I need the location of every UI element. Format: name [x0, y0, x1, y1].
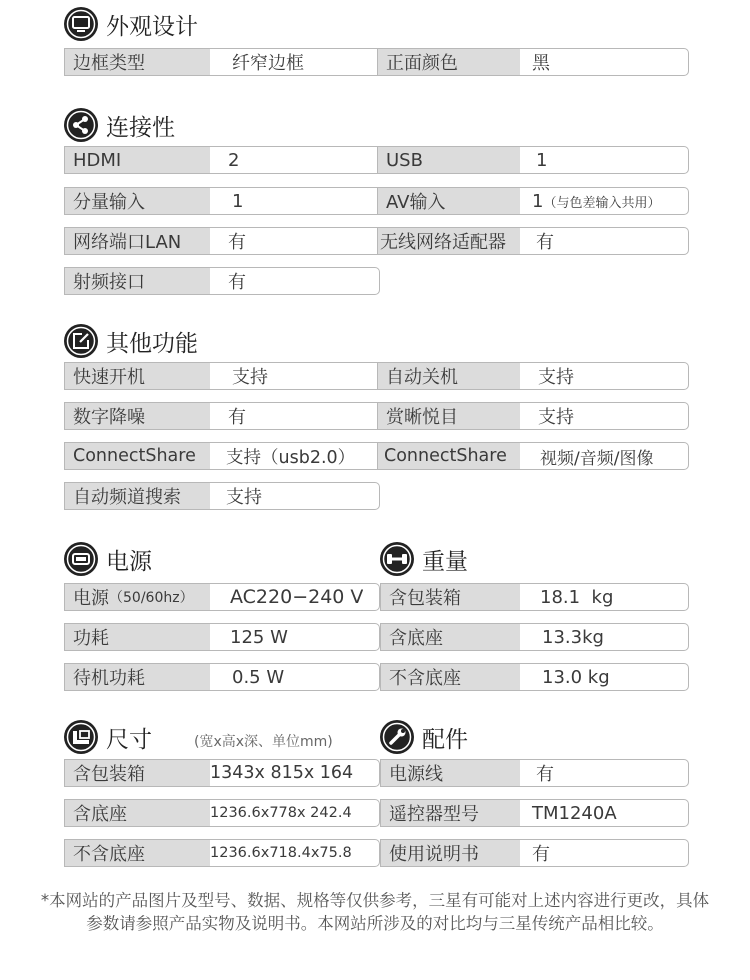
- wrench-icon: [380, 720, 414, 754]
- spec-row: [64, 663, 380, 691]
- section-header-power: [64, 542, 152, 576]
- section-note: (宽x高x深、单位mm): [194, 734, 333, 750]
- spec-label: 遥控器型号: [381, 800, 520, 826]
- spec-label: [65, 584, 210, 610]
- section-header-dimensions: [64, 720, 333, 754]
- spec-label: 赏晰悦目: [378, 403, 520, 429]
- spec-value: 纤窄边框: [210, 49, 378, 75]
- spec-value: 1: [210, 188, 378, 214]
- section-header-connectivity: [64, 108, 175, 142]
- section-header-appearance: [64, 7, 198, 41]
- spec-row: [380, 623, 689, 651]
- spec-label: 正面颜色: [378, 49, 520, 75]
- share-icon: [64, 108, 98, 142]
- spec-row: [64, 146, 689, 174]
- spec-label: HDMI: [65, 147, 210, 173]
- spec-value: [520, 188, 660, 214]
- spec-label: 网络端口LAN: [65, 228, 210, 254]
- spec-label: 含底座: [381, 624, 520, 650]
- spec-row: [64, 759, 380, 787]
- section-header-accessories: [380, 720, 468, 754]
- edit-box-icon: [64, 324, 98, 358]
- spec-row: [64, 48, 689, 76]
- spec-label: 自动关机: [378, 363, 520, 389]
- section-title: 重量: [422, 548, 468, 575]
- spec-row: [64, 799, 380, 827]
- section-title: 其他功能: [106, 330, 198, 357]
- spec-value: 视频/音频/图像: [540, 448, 654, 469]
- spec-value: 黑: [532, 53, 550, 74]
- spec-row: [380, 759, 689, 787]
- spec-value: 0.5 W: [232, 666, 285, 688]
- spec-value: 1343x 815x 164: [210, 763, 354, 783]
- spec-label: 含底座: [65, 800, 210, 826]
- spec-value: 有: [532, 844, 550, 865]
- spec-value: 支持（usb2.0）: [210, 443, 378, 469]
- section-title: 尺寸: [106, 726, 152, 753]
- spec-value: 有: [536, 232, 554, 253]
- spec-label-main: 电源: [73, 588, 109, 609]
- spec-label: 边框类型: [65, 49, 210, 75]
- spec-label: 含包装箱: [381, 584, 520, 610]
- spec-label: 含包装箱: [65, 760, 210, 786]
- section-title: 配件: [422, 726, 468, 753]
- spec-row: [380, 663, 689, 691]
- dumbbell-icon: [380, 542, 414, 576]
- spec-row: [64, 187, 689, 215]
- spec-label: ConnectShare: [378, 443, 520, 469]
- spec-label: 射频接口: [65, 268, 210, 294]
- spec-label: 不含底座: [381, 664, 520, 690]
- spec-row: [64, 402, 689, 430]
- section-title: 电源: [106, 548, 152, 575]
- spec-row: [64, 839, 380, 867]
- spec-value-note: （与色差输入共用）: [543, 195, 661, 211]
- spec-label: 待机功耗: [65, 664, 210, 690]
- spec-label: 使用说明书: [381, 840, 520, 866]
- spec-value: 支持: [226, 487, 262, 508]
- spec-label: 数字降噪: [65, 403, 210, 429]
- disclaimer-text: *本网站的产品图片及型号、数据、规格等仅供参考，三星有可能对上述内容进行更改，具体参数请参照产品实物及说明书。本网站所涉及的对比均与三星传统产品相比较。: [40, 891, 710, 933]
- spec-value-main: 1: [532, 190, 544, 212]
- spec-row: [64, 583, 380, 611]
- spec-value: 1236.6x718.4x75.8: [210, 845, 352, 861]
- spec-row: [64, 442, 689, 470]
- section-title: 连接性: [106, 114, 175, 141]
- spec-label: 电源线: [381, 760, 520, 786]
- spec-value: 支持: [210, 363, 378, 389]
- spec-value: 有: [210, 403, 378, 429]
- spec-label: 分量输入: [65, 188, 210, 214]
- spec-row: [380, 839, 689, 867]
- spec-row: [380, 583, 689, 611]
- spec-label: 功耗: [65, 624, 210, 650]
- spec-label-note: （50/60hz）: [109, 590, 194, 606]
- spec-row: [64, 267, 380, 295]
- spec-label: USB: [378, 147, 520, 173]
- spec-value: 支持: [538, 367, 574, 388]
- spec-value: 13.3kg: [542, 626, 604, 648]
- spec-value: 1236.6x778x 242.4: [210, 805, 352, 821]
- spec-label: 自动频道搜索: [65, 483, 210, 509]
- spec-row: [380, 799, 689, 827]
- battery-icon: [64, 542, 98, 576]
- section-title: 外观设计: [106, 13, 198, 40]
- spec-value: 有: [210, 228, 378, 254]
- spec-label: 无线网络适配器: [378, 228, 520, 254]
- spec-value: AC220−240 V: [230, 586, 364, 608]
- spec-value: 125 W: [230, 626, 288, 648]
- spec-value: TM1240A: [532, 802, 617, 824]
- spec-value: 13.0 kg: [542, 666, 610, 688]
- spec-value: 支持: [538, 407, 574, 428]
- spec-value: 有: [228, 272, 246, 293]
- section-header-weight: [380, 542, 468, 576]
- spec-value: 2: [210, 147, 378, 173]
- spec-row: [64, 362, 689, 390]
- spec-label: 不含底座: [65, 840, 210, 866]
- spec-label: AV输入: [378, 188, 520, 214]
- ruler-box-icon: [64, 720, 98, 754]
- spec-row: [64, 482, 380, 510]
- spec-row: [64, 227, 689, 255]
- tv-icon: [64, 7, 98, 41]
- spec-value: 18.1 kg: [540, 586, 614, 608]
- section-header-features: [64, 324, 198, 358]
- spec-value: 1: [536, 149, 548, 171]
- spec-label: ConnectShare: [65, 443, 210, 469]
- spec-row: [64, 623, 380, 651]
- spec-value: 有: [536, 764, 554, 785]
- spec-label: 快速开机: [65, 363, 210, 389]
